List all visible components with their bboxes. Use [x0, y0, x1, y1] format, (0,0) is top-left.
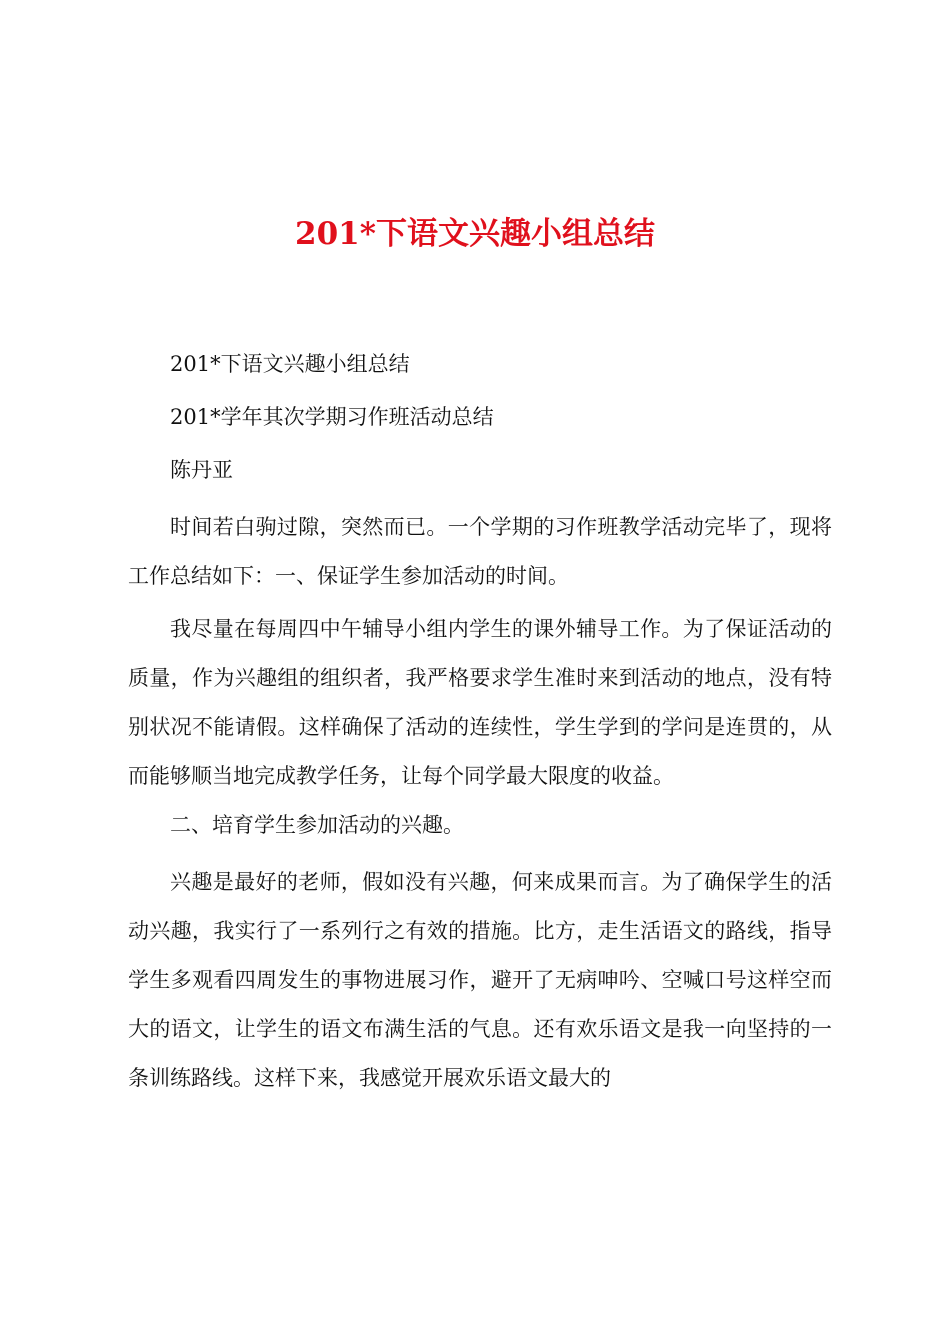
section-heading-paragraph: 二、培育学生参加活动的兴趣。 [170, 813, 464, 837]
document-title: 201*下语文兴趣小组总结 [295, 216, 655, 252]
body-paragraph: 兴趣是最好的老师，假如没有兴趣，何来成果而言。为了确保学生的活动兴趣，我实行了一系列行之有效的措施。比方，走生活语文的路线，指导学生多观看四周发生的事物进展习作，避开了无病呻吟、空喊口号这样空而大的语文，让学生的语文布满生活的气息。还有欢乐语文是我一向坚持的一条训练路线。这样下来，我感觉开展欢乐语文最大的 [128, 870, 832, 1090]
body-paragraph: 我尽量在每周四中午辅导小组内学生的课外辅导工作。为了保证活动的质量，作为兴趣组的组织者，我严格要求学生准时来到活动的地点，没有特别状况不能请假。这样确保了活动的连续性，学生学到的学问是连贯的，从而能够顺当地完成教学任务，让每个同学最大限度的收益。 [128, 617, 832, 788]
intro-paragraph: 时间若白驹过隙，突然而已。一个学期的习作班教学活动完毕了，现将工作总结如下：一、保证学生参加活动的时间。 [128, 515, 832, 588]
author-name: 陈丹亚 [170, 458, 233, 482]
section-heading-paragraph: 201*学年其次学期习作班活动总结 [170, 405, 494, 429]
document-body [128, 344, 832, 1107]
subtitle-paragraph: 201*下语文兴趣小组总结 [170, 352, 410, 376]
